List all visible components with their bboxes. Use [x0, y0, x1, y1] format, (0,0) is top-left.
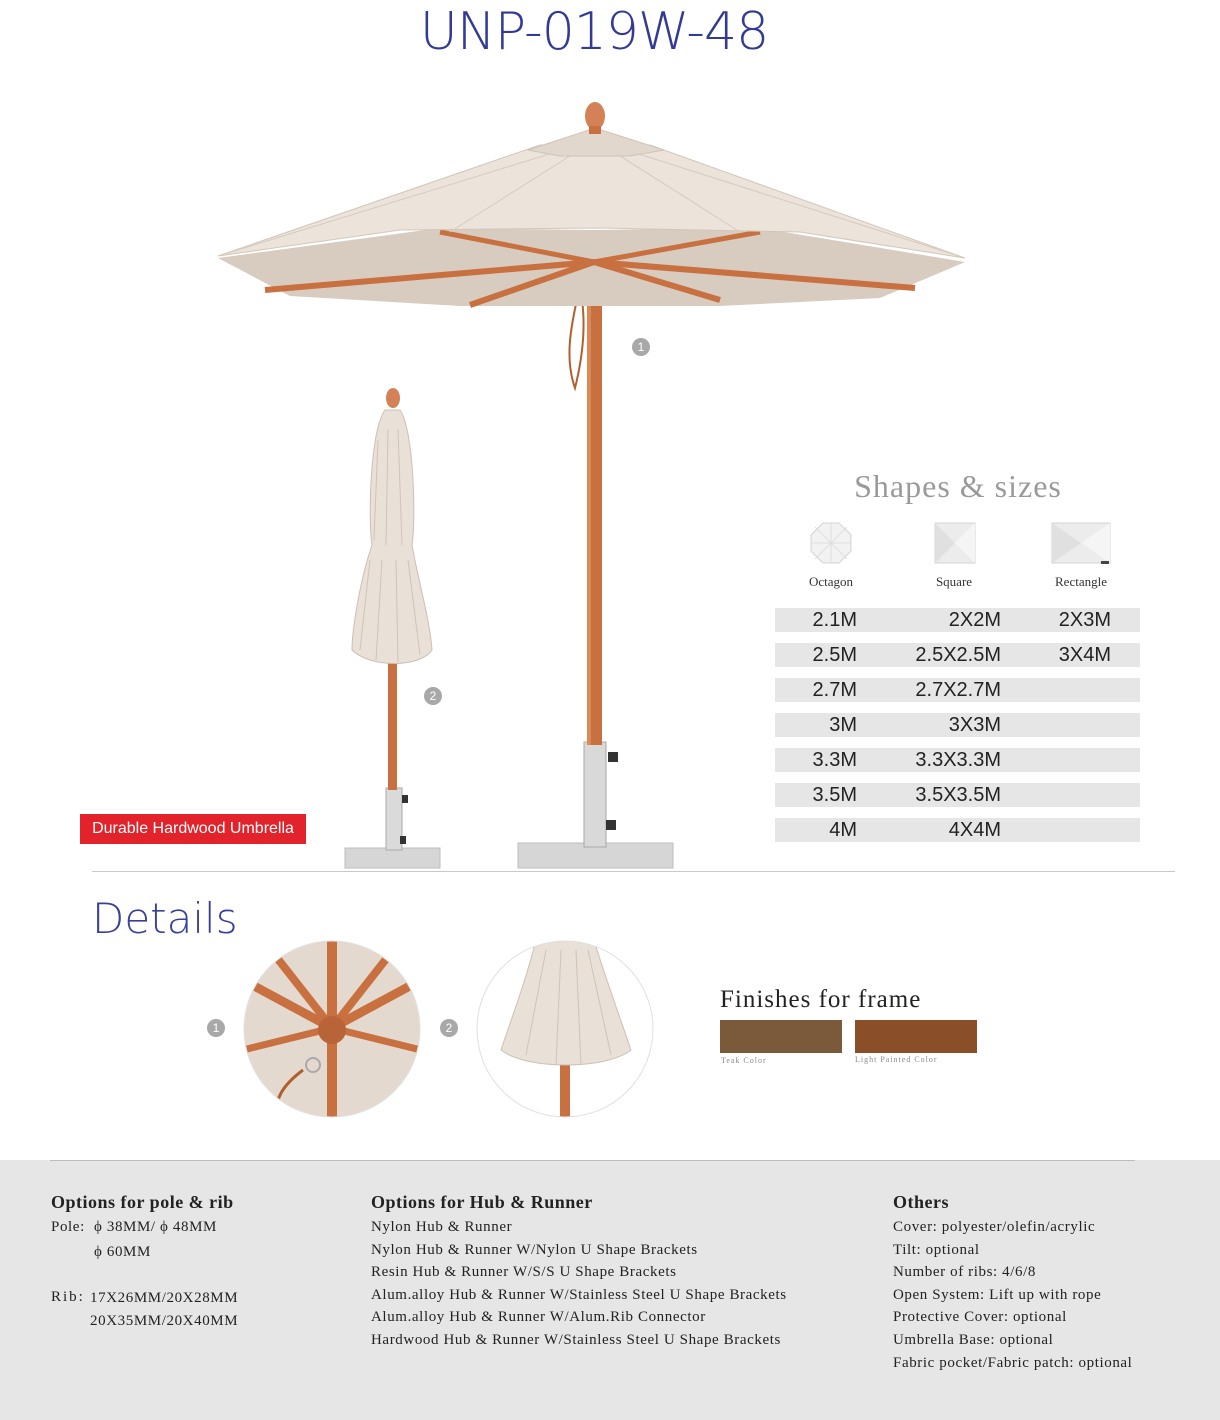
size-row	[775, 643, 1140, 667]
size-rectangle: 2X3M	[1058, 609, 1111, 631]
list-item: Umbrella Base: optional	[893, 1331, 1054, 1348]
hub-runner-list	[371, 1216, 787, 1352]
size-square: 2X2M	[948, 609, 1001, 631]
list-item: Protective Cover: optional	[893, 1309, 1067, 1326]
size-row	[775, 818, 1140, 842]
size-octagon: 2.7M	[812, 679, 857, 701]
swatch-label-light-painted: Light Painted Color	[855, 1055, 938, 1064]
size-row	[775, 713, 1140, 737]
durable-hardwood-badge: Durable Hardwood Umbrella	[80, 814, 306, 844]
octagon-shape-icon	[810, 522, 852, 564]
size-square: 2.5X2.5M	[915, 644, 1001, 666]
detail-callout-2: 2	[440, 1019, 458, 1037]
shape-label-square: Square	[935, 574, 973, 589]
light-painted-color-swatch	[855, 1020, 977, 1053]
size-square: 2.7X2.7M	[915, 679, 1001, 701]
size-square: 3.5X3.5M	[915, 784, 1001, 806]
callout-2: 2	[424, 687, 442, 705]
others-list	[893, 1216, 1132, 1374]
swatch-label-teak: Teak Color	[721, 1056, 767, 1065]
section-divider	[92, 871, 1175, 872]
list-item: Resin Hub & Runner W/S/S U Shape Brackets	[371, 1264, 677, 1281]
size-square: 3X3M	[948, 714, 1001, 736]
size-square: 3.3X3.3M	[915, 749, 1001, 771]
rib-label: Rib:	[51, 1289, 85, 1305]
list-item: Alum.alloy Hub & Runner W/Alum.Rib Connector	[371, 1309, 706, 1326]
list-item: Nylon Hub & Runner	[371, 1219, 513, 1235]
teak-color-swatch	[720, 1020, 842, 1053]
panel-divider	[50, 1160, 1135, 1161]
size-octagon: 3.5M	[812, 784, 857, 806]
size-octagon: 3.3M	[812, 749, 857, 771]
list-item: Cover: polyester/olefin/acrylic	[893, 1219, 1096, 1235]
size-octagon: 2.1M	[812, 609, 857, 631]
size-octagon: 3M	[829, 714, 857, 736]
size-row	[775, 608, 1140, 632]
size-octagon: 4M	[829, 819, 857, 841]
pole-sizes-line-2: ϕ 60MM	[94, 1244, 151, 1260]
hub-runner-heading: Options for Hub & Runner	[371, 1192, 593, 1212]
pole-sizes-line-1: ϕ 38MM/ ϕ 48MM	[94, 1219, 217, 1235]
rib-sizes-line-1: 17X26MM/20X28MM	[90, 1290, 239, 1306]
closed-canopy-detail-image	[476, 940, 654, 1118]
size-rectangle: 3X4M	[1058, 644, 1111, 666]
product-title: UNP-019W-48	[419, 2, 769, 62]
closed-umbrella-image	[340, 385, 450, 875]
pole-rib-heading: Options for pole & rib	[51, 1192, 234, 1212]
list-item: Open System: Lift up with rope	[893, 1286, 1102, 1303]
shape-label-rectangle: Rectangle	[1055, 574, 1107, 589]
size-row	[775, 748, 1140, 772]
size-row	[775, 678, 1140, 702]
pole-label: Pole:	[51, 1219, 85, 1235]
hub-detail-image	[243, 940, 421, 1118]
size-square: 4X4M	[948, 819, 1001, 841]
rib-sizes-line-2: 20X35MM/20X40MM	[90, 1313, 239, 1329]
others-heading: Others	[893, 1192, 949, 1212]
rectangle-shape-icon	[1051, 522, 1113, 566]
list-item: Fabric pocket/Fabric patch: optional	[893, 1354, 1133, 1371]
shape-label-octagon: Octagon	[808, 574, 854, 589]
callout-1: 1	[632, 338, 650, 356]
list-item: Tilt: optional	[893, 1241, 980, 1258]
size-row	[775, 783, 1140, 807]
list-item: Nylon Hub & Runner W/Nylon U Shape Brackets	[371, 1241, 698, 1258]
square-shape-icon	[934, 522, 976, 564]
finishes-heading: Finishes for frame	[720, 986, 922, 1013]
details-heading: Details	[92, 894, 238, 943]
shapes-sizes-heading: Shapes & sizes	[854, 468, 1062, 504]
detail-callout-1: 1	[207, 1019, 225, 1037]
size-octagon: 2.5M	[812, 644, 857, 666]
list-item: Alum.alloy Hub & Runner W/Stainless Steel U Shape Brackets	[371, 1286, 787, 1303]
list-item: Hardwood Hub & Runner W/Stainless Steel U Shape Brackets	[371, 1331, 781, 1348]
list-item: Number of ribs: 4/6/8	[893, 1264, 1037, 1281]
